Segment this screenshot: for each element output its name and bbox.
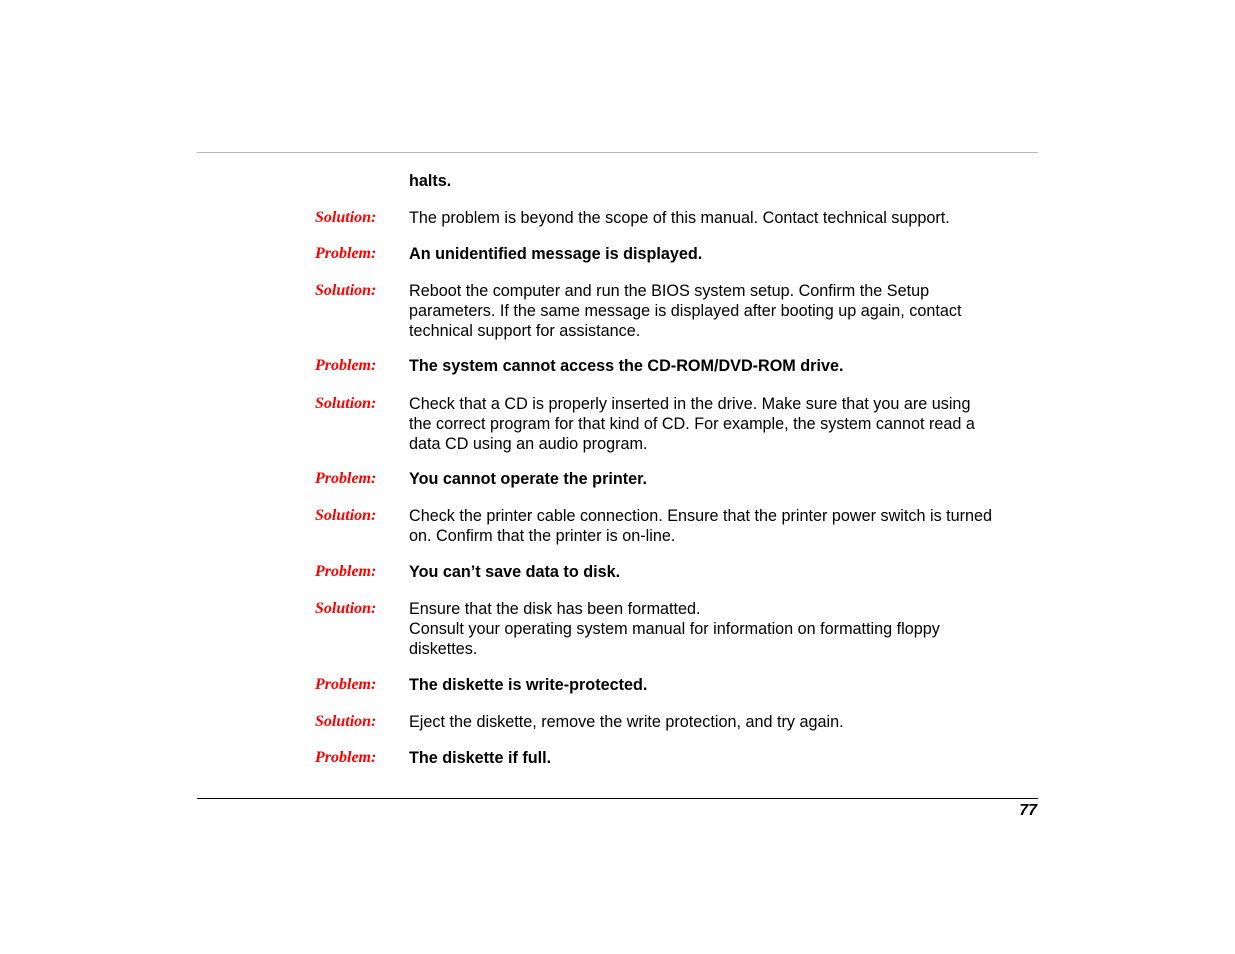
solution-text: Reboot the computer and run the BIOS system setup. Confirm the Setup parameters. If the same message is displayed after booting up again, contact technical support for assistance. bbox=[409, 282, 962, 340]
page-number: 77 bbox=[1019, 802, 1037, 819]
solution-text: Eject the diskette, remove the write protection, and try again. bbox=[409, 713, 844, 731]
solution-text: Ensure that the disk has been formatted. Consult your operating system manual for information on formatting floppy diskettes. bbox=[409, 600, 940, 658]
solution-label: Solution: bbox=[315, 282, 377, 299]
problem-label: Problem: bbox=[315, 749, 377, 766]
solution-label: Solution: bbox=[315, 209, 377, 226]
problem-text: The diskette is write-protected. bbox=[409, 676, 648, 694]
problem-text: You can’t save data to disk. bbox=[409, 563, 621, 581]
problem-label: Problem: bbox=[315, 470, 377, 487]
solution-label: Solution: bbox=[315, 395, 377, 412]
problem-label: Problem: bbox=[315, 563, 377, 580]
solution-text: Check the printer cable connection. Ensure that the printer power switch is turned on. Confirm that the printer is on-line. bbox=[409, 507, 993, 545]
problem-label: Problem: bbox=[315, 245, 377, 262]
solution-text: Check that a CD is properly inserted in the drive. Make sure that you are using the correct program for that kind of CD. For example, the system cannot read a data CD using an audio program. bbox=[409, 395, 975, 453]
solution-label: Solution: bbox=[315, 713, 377, 730]
problem-label: Problem: bbox=[315, 357, 377, 374]
problem-text: An unidentified message is displayed. bbox=[409, 245, 703, 263]
problem-text: You cannot operate the printer. bbox=[409, 470, 648, 488]
solution-label: Solution: bbox=[315, 507, 377, 524]
solution-text: The problem is beyond the scope of this manual. Contact technical support. bbox=[409, 209, 950, 227]
problem-text: The diskette if full. bbox=[409, 749, 552, 767]
problem-text: The system cannot access the CD-ROM/DVD-ROM drive. bbox=[409, 357, 844, 375]
continued-problem-text: halts. bbox=[409, 172, 452, 190]
footer-rule bbox=[197, 798, 1038, 799]
problem-label: Problem: bbox=[315, 676, 377, 693]
solution-label: Solution: bbox=[315, 600, 377, 617]
header-rule bbox=[197, 152, 1038, 153]
